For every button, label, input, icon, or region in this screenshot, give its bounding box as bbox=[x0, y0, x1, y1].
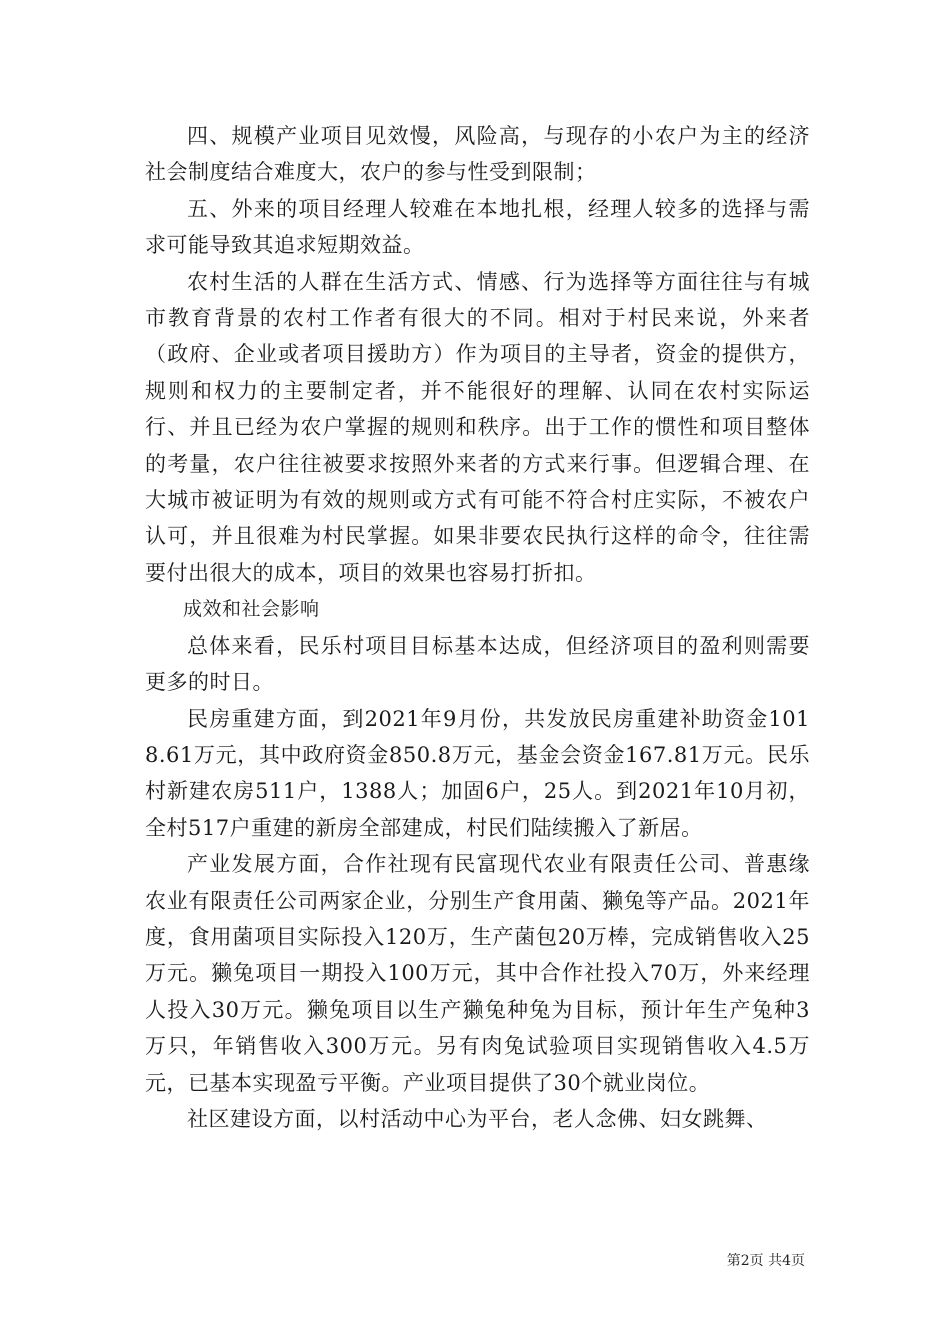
paragraph-risk-five: 五、外来的项目经理人较难在本地扎根，经理人较多的选择与需求可能导致其追求短期效益。 bbox=[145, 196, 810, 258]
page-number: 第2页 共4页 bbox=[726, 1253, 805, 1269]
paragraph-rural-outsiders: 农村生活的人群在生活方式、情感、行为选择等方面往往与有城市教育背景的农村工作者有很大的不同。相对于村民来说，外来者（政府、企业或者项目援助方）作为项目的主导者，资金的提供方，规则和权力的主要制定者，并不能很好的理解、认同在农村实际运行、并且已经为农户掌握的规则和秩序。出于工作的惯性和项目整体的考量，农户往往被要求按照外来者的方式来行事。但逻辑合理、在大城市被证明为有效的规则或方式有可能不符合村庄实际，不被农户认可，并且很难为村民掌握。如果非要农民执行这样的命令，往往需要付出很大的成本，项目的效果也容易打折扣。 bbox=[145, 269, 810, 585]
section-heading-outcomes: 成效和社会影响 bbox=[183, 598, 320, 621]
paragraph-housing: 民房重建方面，到2021年9月份，共发放民房重建补助资金1018.61万元，其中政府资金850.8万元，基金会资金167.81万元。民乐村新建农房511户，1388人；加固6户，25人。到2021年10月初，全村517户重建的新房全部建成，村民们陆续搬入了新居。 bbox=[145, 706, 810, 840]
paragraph-industry: 产业发展方面，合作社现有民富现代农业有限责任公司、普惠缘农业有限责任公司两家企业，分别生产食用菌、獭兔等产品。2021年度，食用菌项目实际投入120万，生产菌包20万棒，完成销售收入25万元。獭兔项目一期投入100万元，其中合作社投入70万，外来经理人投入30万元。獭兔项目以生产獭兔种兔为目标，预计年生产兔种3万只，年销售收入300万元。另有肉兔试验项目实现销售收入4.5万元，已基本实现盈亏平衡。产业项目提供了30个就业岗位。 bbox=[145, 852, 810, 1095]
paragraph-overall: 总体来看，民乐村项目目标基本达成，但经济项目的盈利则需要更多的时日。 bbox=[145, 633, 810, 695]
paragraph-risk-four: 四、规模产业项目见效慢，风险高，与现存的小农户为主的经济社会制度结合难度大，农户的参与性受到限制； bbox=[145, 124, 810, 185]
document-body bbox=[145, 118, 810, 1137]
paragraph-community: 社区建设方面，以村活动中心为平台，老人念佛、妇女跳舞、 bbox=[187, 1106, 768, 1131]
